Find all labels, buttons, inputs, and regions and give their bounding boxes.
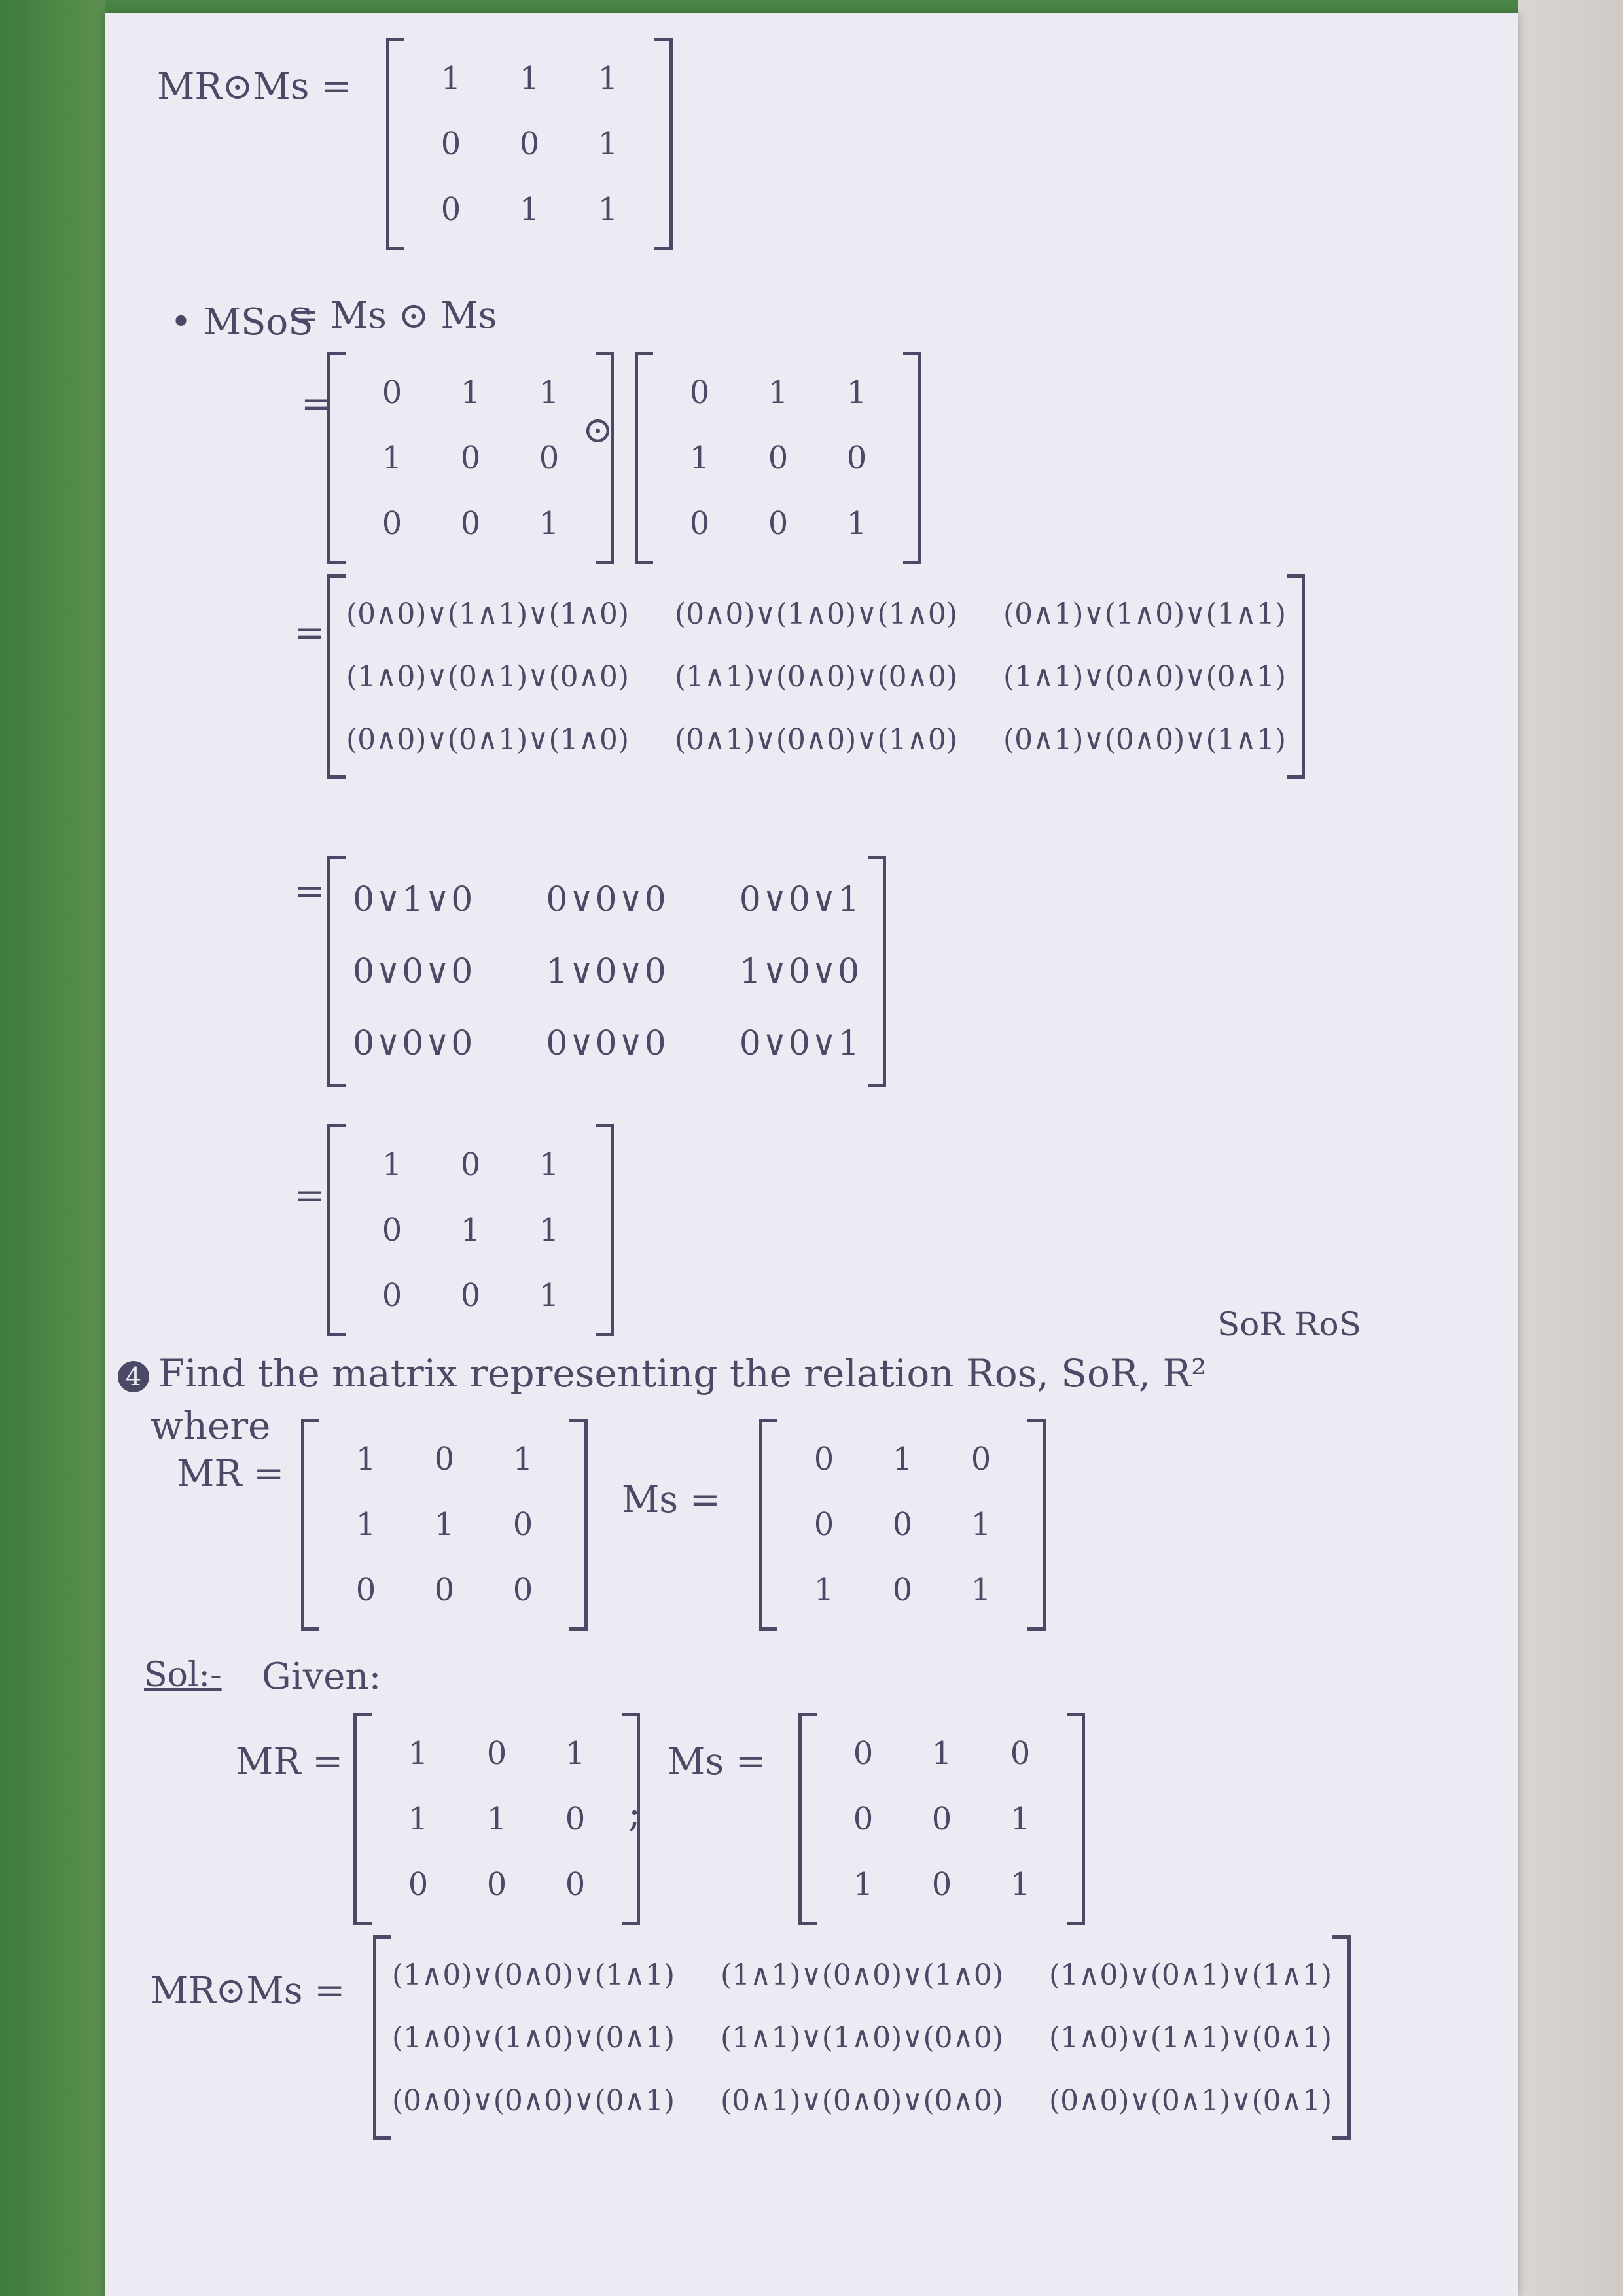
- question-mr-matrix: [301, 1420, 588, 1629]
- matrix-cell: 1: [519, 60, 540, 97]
- matrix-cell: 1: [768, 374, 789, 411]
- matrix-cell: (0∧0)∨(1∧0)∨(1∧0): [675, 597, 957, 631]
- solution-product-label: MR⊙Ms =: [151, 1969, 346, 2012]
- msos-result-matrix: [327, 1125, 614, 1335]
- matrix-cell: 1: [519, 191, 540, 228]
- matrix-cell: 0: [813, 1506, 834, 1543]
- matrix-cell: 0: [382, 1277, 402, 1314]
- matrix-cell: 0: [853, 1801, 874, 1837]
- matrix-cell: 0∨0∨1: [739, 880, 861, 919]
- question-number: 4: [118, 1361, 149, 1392]
- matrix-cell: 0: [486, 1735, 507, 1772]
- solution-mr-label: MR =: [236, 1740, 344, 1783]
- matrix-cell: 1: [539, 505, 560, 542]
- notebook-page: [105, 13, 1518, 2296]
- matrix-cell: 1: [813, 1572, 834, 1608]
- question-annotation: SoR RoS: [1217, 1305, 1361, 1343]
- matrix-cell: 1: [539, 1212, 560, 1248]
- matrix-cell: 1: [1010, 1801, 1031, 1837]
- matrix-cell: 1: [408, 1801, 429, 1837]
- matrix-cell: 1: [460, 1212, 481, 1248]
- matrix-cell: 1: [512, 1441, 533, 1477]
- matrix-cell: 1: [971, 1572, 991, 1608]
- given-label: Given:: [262, 1655, 382, 1698]
- where-label: where: [151, 1404, 271, 1448]
- matrix-cell: 1: [460, 374, 481, 411]
- matrix-cell: 1: [382, 1146, 402, 1183]
- matrix-cell: 0: [892, 1572, 913, 1608]
- matrix-cell: 0: [768, 505, 789, 542]
- matrix-cell: 0: [434, 1572, 455, 1608]
- matrix-cell: 1∨0∨0: [546, 952, 668, 991]
- matrix-cell: (0∧1)∨(0∧0)∨(1∧1): [1003, 722, 1286, 756]
- question-mr-label: MR =: [177, 1453, 285, 1495]
- matrix-cell: 1: [355, 1441, 376, 1477]
- matrix-cell: 0: [440, 126, 461, 162]
- matrix-cell: 0: [512, 1572, 533, 1608]
- question-ms-label: Ms =: [622, 1479, 721, 1521]
- matrix-cell: (0∧1)∨(1∧0)∨(1∧1): [1003, 597, 1286, 631]
- equals-sign: =: [301, 383, 332, 425]
- matrix-cell: 1: [382, 440, 402, 476]
- matrix-cell: 0: [440, 191, 461, 228]
- matrix-cell: 1: [597, 191, 618, 228]
- background-left: [0, 0, 105, 2296]
- boolean-product-operator: ⊙: [582, 409, 613, 451]
- ms-left-matrix: [327, 353, 614, 563]
- ms-right-matrix: [635, 353, 921, 563]
- matrix-cell: (1∧0)∨(1∧1)∨(0∧1): [1049, 2021, 1332, 2055]
- matrix-cell: 0: [768, 440, 789, 476]
- msos-equation: = Ms ⊙ Ms: [288, 294, 497, 337]
- matrix-cell: 1: [971, 1506, 991, 1543]
- background-right: [1518, 0, 1623, 2296]
- matrix-cell: 0: [565, 1801, 586, 1837]
- matrix-cell: 1: [931, 1735, 952, 1772]
- matrix-cell: 1: [539, 374, 560, 411]
- matrix-cell: 0∨1∨0: [353, 880, 474, 919]
- matrix-cell: 1: [565, 1735, 586, 1772]
- mr-ms-result-matrix: [386, 39, 673, 249]
- matrix-cell: (1∧0)∨(1∧0)∨(0∧1): [392, 2021, 675, 2055]
- msos-expansion-matrix: [327, 576, 1305, 777]
- equals-sign: =: [294, 870, 325, 913]
- solution-label: Sol:-: [144, 1655, 222, 1695]
- matrix-cell: 1: [846, 374, 867, 411]
- matrix-cell: 0∨0∨1: [739, 1024, 861, 1063]
- matrix-cell: 0: [931, 1866, 952, 1903]
- matrix-cell: 1: [486, 1801, 507, 1837]
- matrix-cell: 1∨0∨0: [739, 952, 861, 991]
- matrix-cell: 0: [408, 1866, 429, 1903]
- matrix-cell: (0∧0)∨(0∧0)∨(0∧1): [392, 2083, 675, 2117]
- matrix-cell: 0: [813, 1441, 834, 1477]
- matrix-cell: 0: [512, 1506, 533, 1543]
- matrix-cell: 0: [355, 1572, 376, 1608]
- matrix-cell: (1∧1)∨(1∧0)∨(0∧0): [721, 2021, 1003, 2055]
- matrix-cell: 0: [539, 440, 560, 476]
- matrix-cell: (0∧0)∨(0∧1)∨(0∧1): [1049, 2083, 1332, 2117]
- matrix-cell: 1: [846, 505, 867, 542]
- matrix-cell: (1∧1)∨(0∧0)∨(0∧1): [1003, 660, 1286, 694]
- matrix-cell: 1: [1010, 1866, 1031, 1903]
- question-text: 4 Find the matrix representing the relation Ros, SoR, R²: [118, 1351, 1206, 1396]
- matrix-cell: 0: [519, 126, 540, 162]
- matrix-cell: 0∨0∨0: [353, 1024, 474, 1063]
- matrix-cell: (0∧0)∨(1∧1)∨(1∧0): [346, 597, 629, 631]
- matrix-cell: 1: [597, 60, 618, 97]
- solution-ms-matrix: [798, 1714, 1085, 1924]
- matrix-cell: 1: [434, 1506, 455, 1543]
- matrix-cell: (0∧1)∨(0∧0)∨(0∧0): [721, 2083, 1003, 2117]
- solution-expansion-matrix: [373, 1937, 1351, 2138]
- matrix-cell: (1∧1)∨(0∧0)∨(1∧0): [721, 1958, 1003, 1992]
- matrix-cell: (1∧0)∨(0∧0)∨(1∧1): [392, 1958, 675, 1992]
- equals-sign: =: [294, 1174, 325, 1217]
- solution-mr-matrix: [353, 1714, 640, 1924]
- matrix-cell: 0∨0∨0: [353, 952, 474, 991]
- matrix-cell: 0: [486, 1866, 507, 1903]
- matrix-cell: 0: [892, 1506, 913, 1543]
- matrix-cell: 1: [539, 1277, 560, 1314]
- mr-ms-label: MR⊙Ms =: [157, 65, 352, 108]
- matrix-cell: 0: [434, 1441, 455, 1477]
- matrix-cell: 0: [382, 374, 402, 411]
- matrix-cell: 1: [892, 1441, 913, 1477]
- matrix-cell: (0∧0)∨(0∧1)∨(1∧0): [346, 722, 629, 756]
- matrix-cell: (1∧0)∨(0∧1)∨(1∧1): [1049, 1958, 1332, 1992]
- matrix-cell: 0: [853, 1735, 874, 1772]
- equals-sign: =: [294, 612, 325, 654]
- matrix-cell: 0: [689, 505, 710, 542]
- matrix-cell: 0: [689, 374, 710, 411]
- matrix-cell: 0: [460, 1277, 481, 1314]
- matrix-cell: 0∨0∨0: [546, 880, 668, 919]
- matrix-cell: 0: [460, 1146, 481, 1183]
- matrix-cell: 0: [846, 440, 867, 476]
- matrix-cell: 0∨0∨0: [546, 1024, 668, 1063]
- msos-label: • MSoS: [170, 301, 313, 344]
- matrix-cell: 0: [382, 505, 402, 542]
- matrix-cell: (0∧1)∨(0∧0)∨(1∧0): [675, 722, 957, 756]
- matrix-cell: 1: [597, 126, 618, 162]
- separator: ;: [628, 1793, 641, 1835]
- matrix-cell: 0: [460, 505, 481, 542]
- matrix-cell: 0: [565, 1866, 586, 1903]
- matrix-cell: (1∧0)∨(0∧1)∨(0∧0): [346, 660, 629, 694]
- matrix-cell: 1: [539, 1146, 560, 1183]
- matrix-cell: (1∧1)∨(0∧0)∨(0∧0): [675, 660, 957, 694]
- matrix-cell: 0: [971, 1441, 991, 1477]
- matrix-cell: 0: [382, 1212, 402, 1248]
- matrix-cell: 0: [460, 440, 481, 476]
- matrix-cell: 1: [408, 1735, 429, 1772]
- matrix-cell: 1: [440, 60, 461, 97]
- matrix-cell: 1: [853, 1866, 874, 1903]
- matrix-cell: 1: [355, 1506, 376, 1543]
- matrix-cell: 1: [689, 440, 710, 476]
- solution-ms-label: Ms =: [668, 1740, 766, 1783]
- msos-or-matrix: [327, 857, 886, 1086]
- matrix-cell: 0: [1010, 1735, 1031, 1772]
- question-ms-matrix: [759, 1420, 1046, 1629]
- matrix-cell: 0: [931, 1801, 952, 1837]
